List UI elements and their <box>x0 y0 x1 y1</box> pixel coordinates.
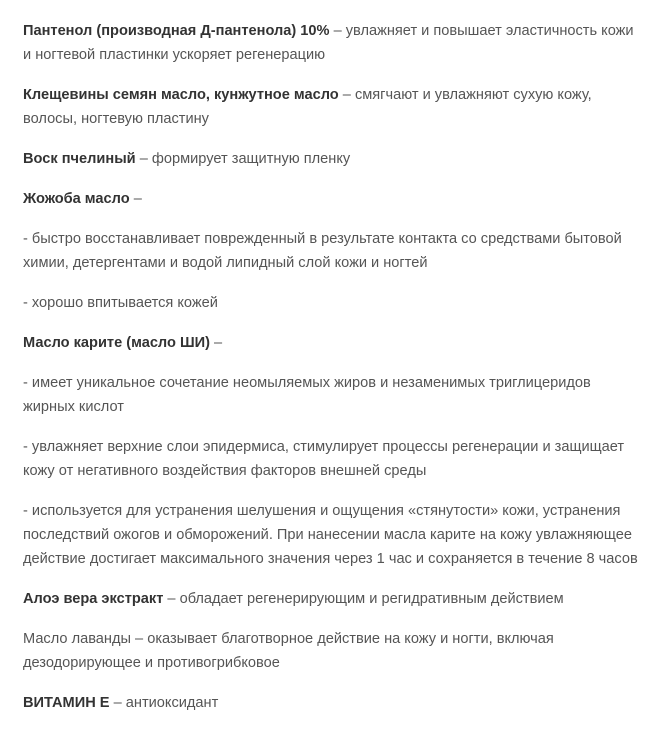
ingredient-name: Воск пчелиный <box>23 151 136 167</box>
paragraph-line: жирных кислот <box>23 399 124 415</box>
paragraph-line: – обладает регенерирующим и регидративным действием <box>163 591 564 607</box>
paragraph-line: – <box>129 191 142 207</box>
paragraph-shea-butter <box>23 331 653 355</box>
paragraph-line: Масло лаванды – оказывает благотворное действие на кожу и ногти, включая <box>23 631 554 647</box>
paragraph-castor-sesame-oil <box>23 83 653 131</box>
ingredient-name: Масло карите (масло ШИ) <box>23 335 210 351</box>
paragraph-line: - хорошо впитывается кожей <box>23 295 218 311</box>
paragraph-line: - имеет уникальное сочетание неомыляемых жиров и незаменимых триглицеридов <box>23 375 591 391</box>
ingredient-name: Пантенол (производная Д-пантенола) 10% <box>23 23 330 39</box>
paragraph-line: и ногтевой пластинки ускоряет регенерацию <box>23 47 326 63</box>
paragraph-line: – смягчают и увлажняют сухую кожу, <box>338 87 592 103</box>
paragraph-line: кожу от негативного воздействия факторов внешней среды <box>23 463 427 479</box>
paragraph-shea-point-3 <box>23 499 653 571</box>
paragraph-jojoba-point-1 <box>23 227 653 275</box>
paragraph-shea-point-2 <box>23 435 653 483</box>
paragraph-line: – формирует защитную пленку <box>135 151 351 167</box>
paragraph-vitamin-e <box>23 691 653 715</box>
paragraph-shea-point-1 <box>23 371 653 419</box>
paragraph-line: действие достигает максимального значения через 1 час и сохраняется в течение 8 часов <box>23 551 638 567</box>
paragraph-line: – увлажняет и повышает эластичность кожи <box>329 23 634 39</box>
paragraph-line: - увлажняет верхние слои эпидермиса, стимулирует процессы регенерации и защищает <box>23 439 625 455</box>
paragraph-line: последствий ожогов и обморожений. При нанесении масла карите на кожу увлажняющее <box>23 527 632 543</box>
paragraph-line: волосы, ногтевую пластину <box>23 111 209 127</box>
paragraph-jojoba-oil <box>23 187 653 211</box>
ingredients-text <box>23 19 653 731</box>
ingredient-name: ВИТАМИН Е <box>23 695 110 711</box>
paragraph-aloe-vera <box>23 587 653 611</box>
paragraph-line: – антиоксидант <box>109 695 219 711</box>
ingredient-name: Клещевины семян масло, кунжутное масло <box>23 87 339 103</box>
paragraph-line: - используется для устранения шелушения и ощущения «стянутости» кожи, устранения <box>23 503 621 519</box>
paragraph-lavender-oil <box>23 627 653 675</box>
paragraph-line: - быстро восстанавливает поврежденный в результате контакта со средствами бытовой <box>23 231 622 247</box>
paragraph-beeswax <box>23 147 653 171</box>
paragraph-line: – <box>210 335 223 351</box>
paragraph-panthenol <box>23 19 653 67</box>
paragraph-line: химии, детергентами и водой липидный слой кожи и ногтей <box>23 255 428 271</box>
ingredient-name: Жожоба масло <box>23 191 130 207</box>
paragraph-jojoba-point-2 <box>23 291 653 315</box>
paragraph-line: дезодорирующее и противогрибковое <box>23 655 280 671</box>
ingredient-name: Алоэ вера экстракт <box>23 591 164 607</box>
